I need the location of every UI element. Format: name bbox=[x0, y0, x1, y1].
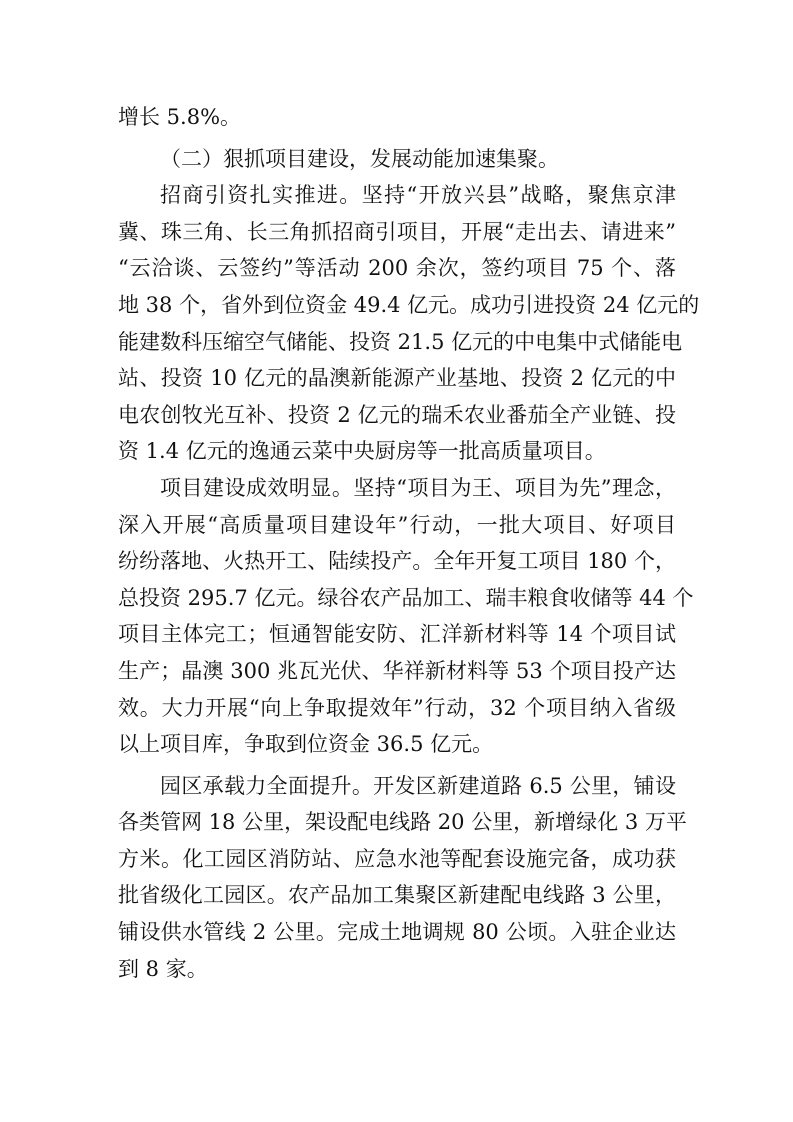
text-line: 总投资 295.7 亿元。绿谷农产品加工、瑞丰粮食收储等 44 个 bbox=[118, 585, 694, 610]
paragraph-continuation: 增长 5.8%。 bbox=[118, 105, 242, 129]
text-line: 项目建设成效明显。坚持“项目为王、项目为先”理念， bbox=[160, 475, 676, 500]
text-line: 电农创牧光互补、投资 2 亿元的瑞禾农业番茄全产业链、投 bbox=[118, 402, 676, 427]
text-line: 站、投资 10 亿元的晶澳新能源产业基地、投资 2 亿元的中 bbox=[118, 366, 676, 391]
text-line: 资 1.4 亿元的逸通云菜中央厨房等一批高质量项目。 bbox=[118, 439, 606, 464]
text-line: 纷纷落地、火热开工、陆续投产。全年开复工项目 180 个， bbox=[118, 549, 676, 574]
text-line: “云洽谈、云签约”等活动 200 余次，签约项目 75 个、落 bbox=[118, 256, 676, 281]
text-line: 到 8 家。 bbox=[118, 956, 208, 981]
text-line: 生产；晶澳 300 兆瓦光伏、华祥新材料等 53 个项目投产达 bbox=[118, 658, 676, 683]
text-line: 铺设供水管线 2 公里。完成土地调规 80 公顷。入驻企业达 bbox=[118, 920, 676, 945]
paragraph-investment bbox=[118, 177, 700, 470]
text-line: 冀、珠三角、长三角抓招商引项目，开展“走出去、请进来” bbox=[118, 219, 676, 244]
text-line: 园区承载力全面提升。开发区新建道路 6.5 公里，铺设 bbox=[160, 773, 676, 798]
text-line: 效。大力开展“向上争取提效年”行动，32 个项目纳入省级 bbox=[118, 695, 676, 720]
text-line: 招商引资扎实推进。坚持“开放兴县”战略，聚焦京津 bbox=[160, 183, 676, 208]
text-line: 方米。化工园区消防站、应急水池等配套设施完备，成功获 bbox=[118, 846, 676, 871]
text-line: 以上项目库，争取到位资金 36.5 亿元。 bbox=[118, 732, 494, 757]
paragraph-park-capacity bbox=[118, 768, 687, 988]
section-heading: （二）狠抓项目建设，发展动能加速集聚。 bbox=[160, 146, 559, 171]
text-line: 深入开展“高质量项目建设年”行动，一批大项目、好项目 bbox=[118, 512, 676, 537]
text-line: 地 38 个，省外到位资金 49.4 亿元。成功引进投资 24 亿元的 bbox=[118, 292, 700, 317]
paragraph-project-construction bbox=[118, 470, 694, 763]
text-line: 能建数科压缩空气储能、投资 21.5 亿元的中电集中式储能电 bbox=[118, 329, 683, 354]
document-page bbox=[118, 99, 700, 987]
text-line: 项目主体完工；恒通智能安防、汇洋新材料等 14 个项目试 bbox=[118, 622, 676, 647]
text-line: 批省级化工园区。农产品加工集聚区新建配电线路 3 公里， bbox=[118, 883, 676, 908]
text-line: 各类管网 18 公里，架设配电线路 20 公里，新增绿化 3 万平 bbox=[118, 810, 687, 835]
